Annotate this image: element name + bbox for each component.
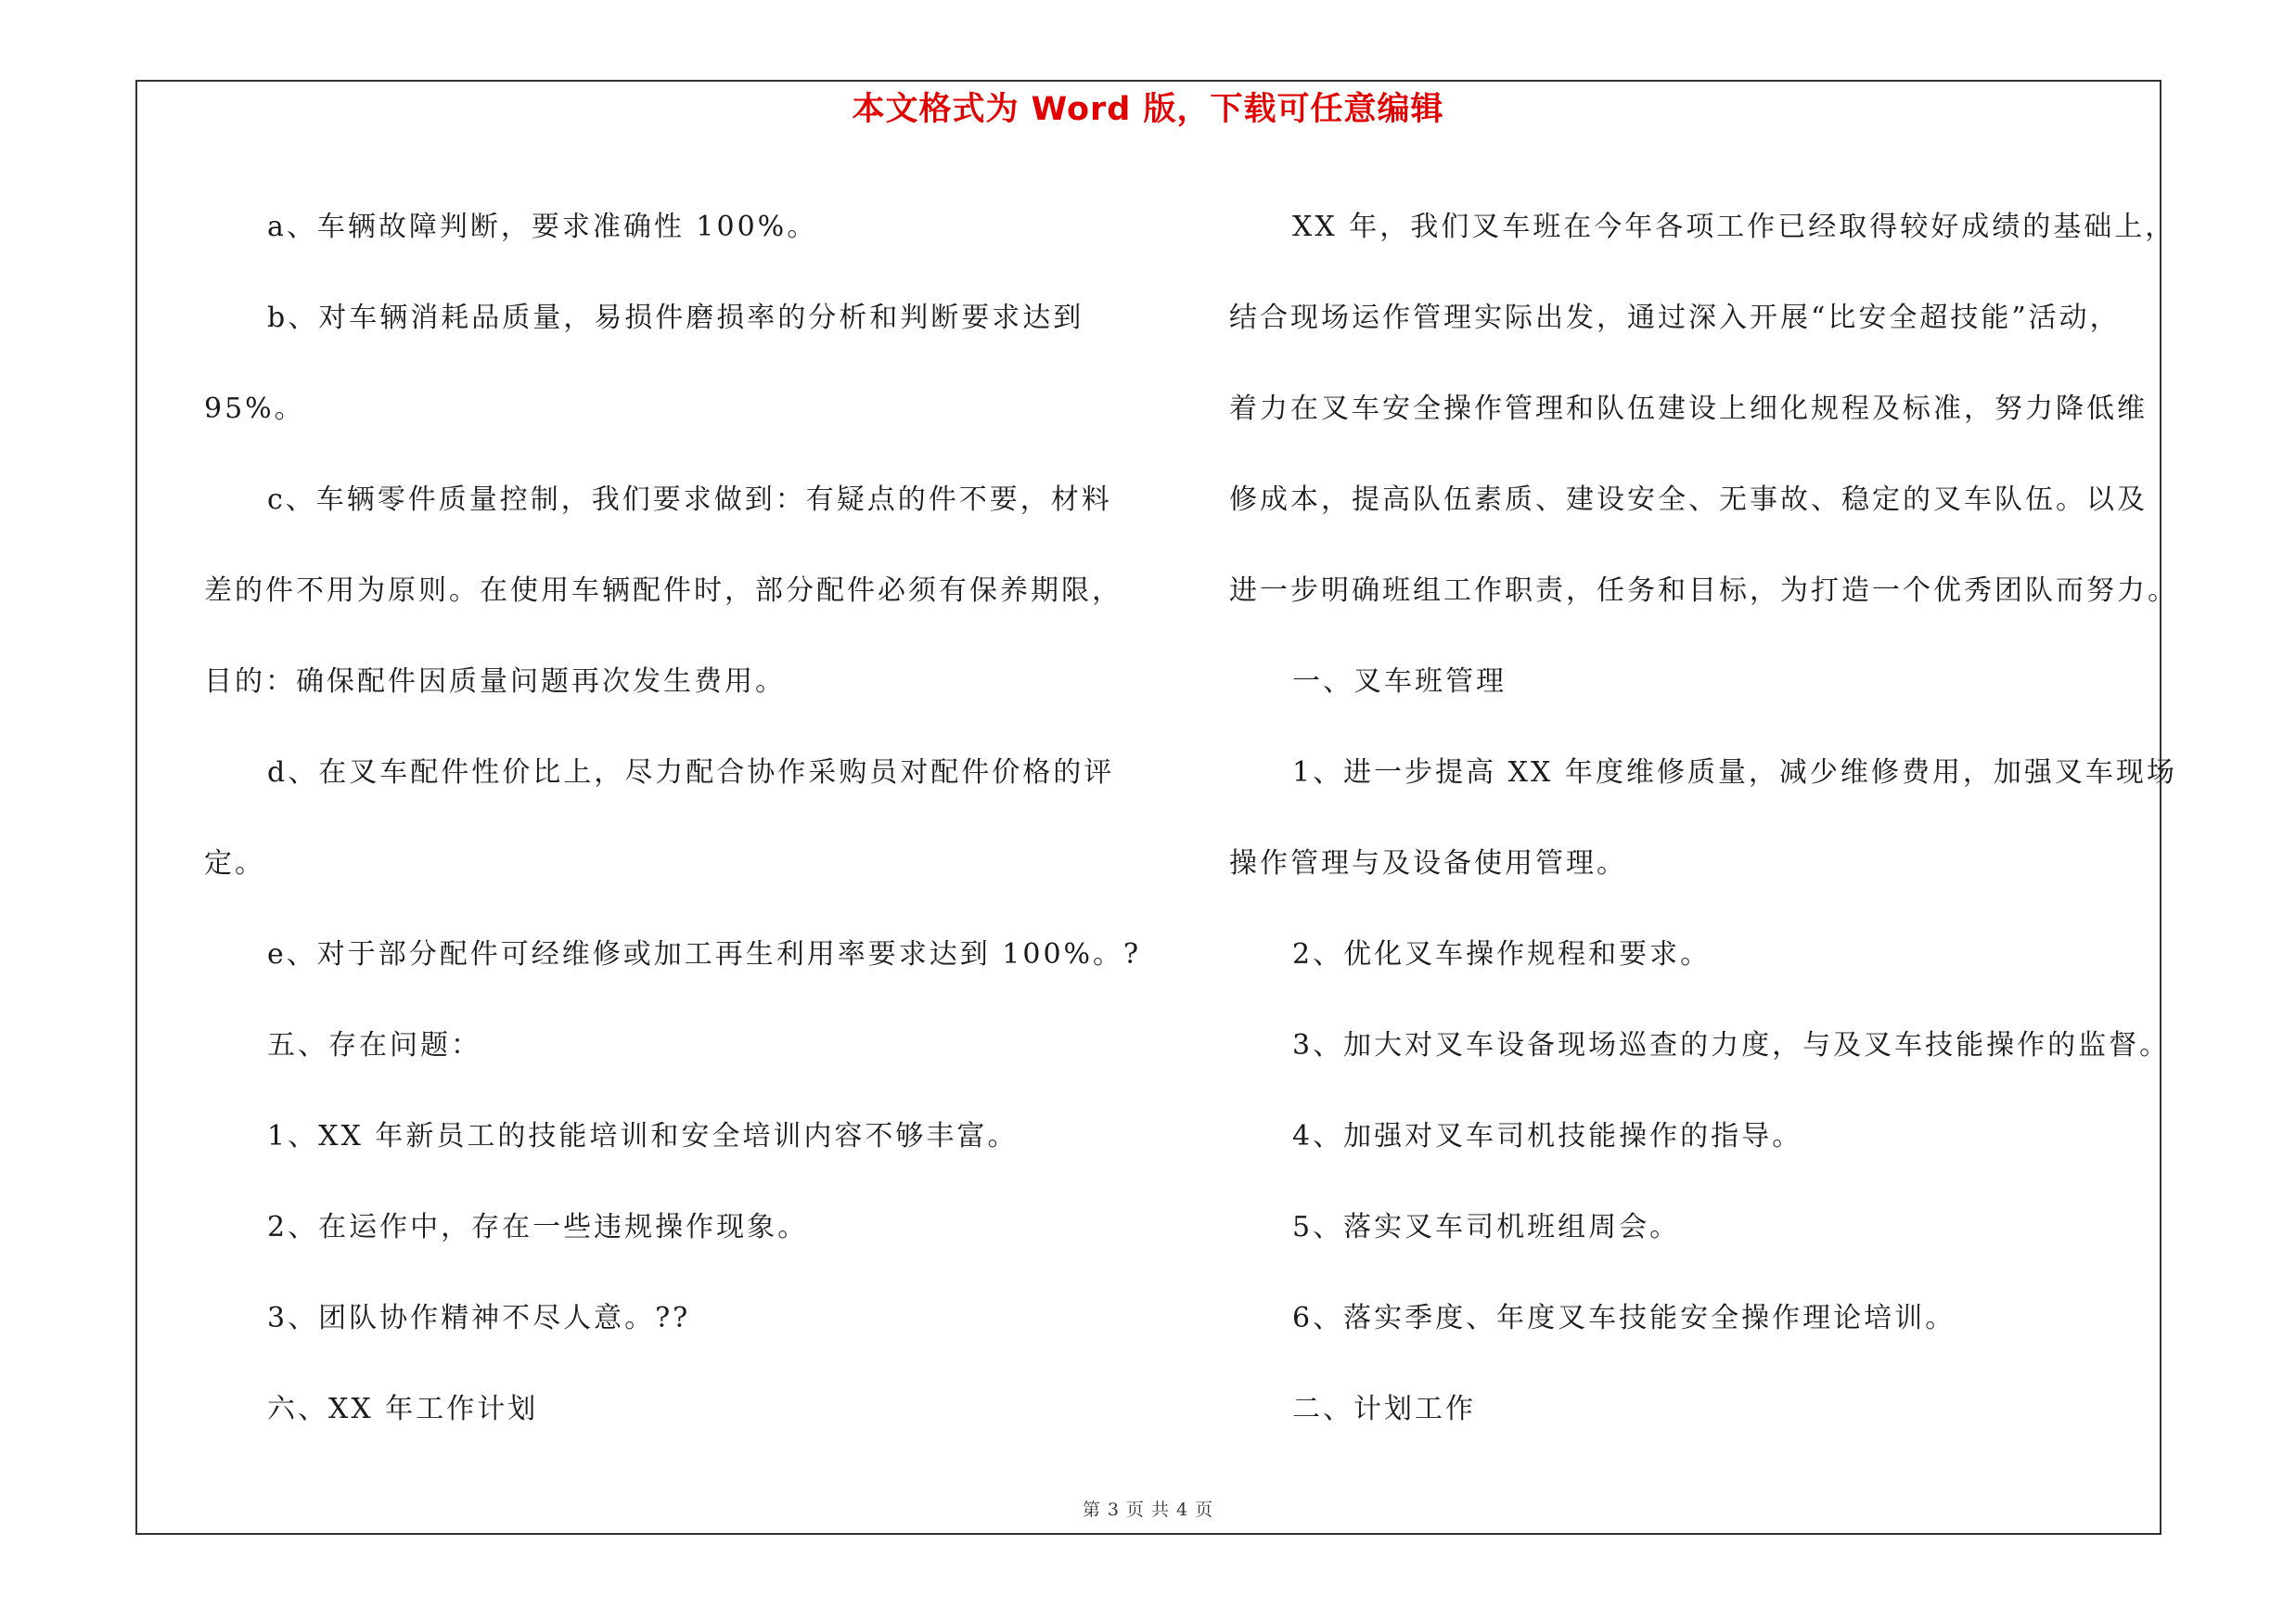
- paragraph-line: 结合现场运作管理实际出发，通过深入开展“比安全超技能”活动，: [1229, 302, 2121, 334]
- section-heading: 二、计划工作: [1292, 1393, 1476, 1425]
- right-column: [1229, 182, 2178, 1455]
- section-heading: 六、XX 年工作计划: [267, 1393, 539, 1425]
- left-column: [204, 182, 1160, 1455]
- paragraph-line: 着力在叉车安全操作管理和队伍建设上细化规程及标准，努力降低维: [1229, 393, 2148, 425]
- paragraph-line: 3、团队协作精神不尽人意。??: [267, 1302, 691, 1334]
- paragraph-line: c、车辆零件质量控制，我们要求做到：有疑点的件不要，材料: [267, 483, 1112, 516]
- paragraph-line: e、对于部分配件可经维修或加工再生利用率要求达到 100%。?: [267, 938, 1142, 971]
- paragraph-line: 4、加强对叉车司机技能操作的指导。: [1292, 1120, 1803, 1153]
- paragraph-line: 2、在运作中，存在一些违规操作现象。: [267, 1211, 809, 1243]
- paragraph-line: XX 年，我们叉车班在今年各项工作已经取得较好成绩的基础上，: [1292, 211, 2176, 243]
- paragraph-line: 操作管理与及设备使用管理。: [1229, 847, 1627, 880]
- paragraph-line: 95%。: [204, 393, 305, 425]
- page-number-footer: 第 3 页 共 4 页: [1082, 1500, 1214, 1520]
- paragraph-line: 1、进一步提高 XX 年度维修质量，减少维修费用，加强叉车现场: [1292, 756, 2177, 789]
- paragraph-line: a、车辆故障判断，要求准确性 100%。: [267, 211, 818, 243]
- paragraph-line: 6、落实季度、年度叉车技能安全操作理论培训。: [1292, 1302, 1956, 1334]
- paragraph-line: 1、XX 年新员工的技能培训和安全培训内容不够丰富。: [267, 1120, 1019, 1153]
- word-format-banner: 本文格式为 Word 版，下载可任意编辑: [852, 91, 1444, 128]
- paragraph-line: 进一步明确班组工作职责，任务和目标，为打造一个优秀团队而努力。: [1229, 574, 2178, 607]
- paragraph-line: 2、优化叉车操作规程和要求。: [1292, 938, 1712, 971]
- paragraph-line: 差的件不用为原则。在使用车辆配件时，部分配件必须有保养期限，: [204, 574, 1122, 607]
- paragraph-line: 修成本，提高队伍素质、建设安全、无事故、稳定的叉车队伍。以及: [1229, 483, 2148, 516]
- paragraph-line: 定。: [204, 847, 265, 880]
- paragraph-line: 5、落实叉车司机班组周会。: [1292, 1211, 1681, 1243]
- paragraph-line: d、在叉车配件性价比上，尽力配合协作采购员对配件价格的评: [267, 756, 1115, 789]
- paragraph-line: 3、加大对叉车设备现场巡查的力度，与及叉车技能操作的监督。: [1292, 1029, 2171, 1062]
- section-heading: 一、叉车班管理: [1292, 665, 1507, 698]
- paragraph-line: b、对车辆消耗品质量，易损件磨损率的分析和判断要求达到: [267, 302, 1084, 334]
- section-heading: 五、存在问题：: [267, 1029, 481, 1062]
- paragraph-line: 目的：确保配件因质量问题再次发生费用。: [204, 665, 786, 698]
